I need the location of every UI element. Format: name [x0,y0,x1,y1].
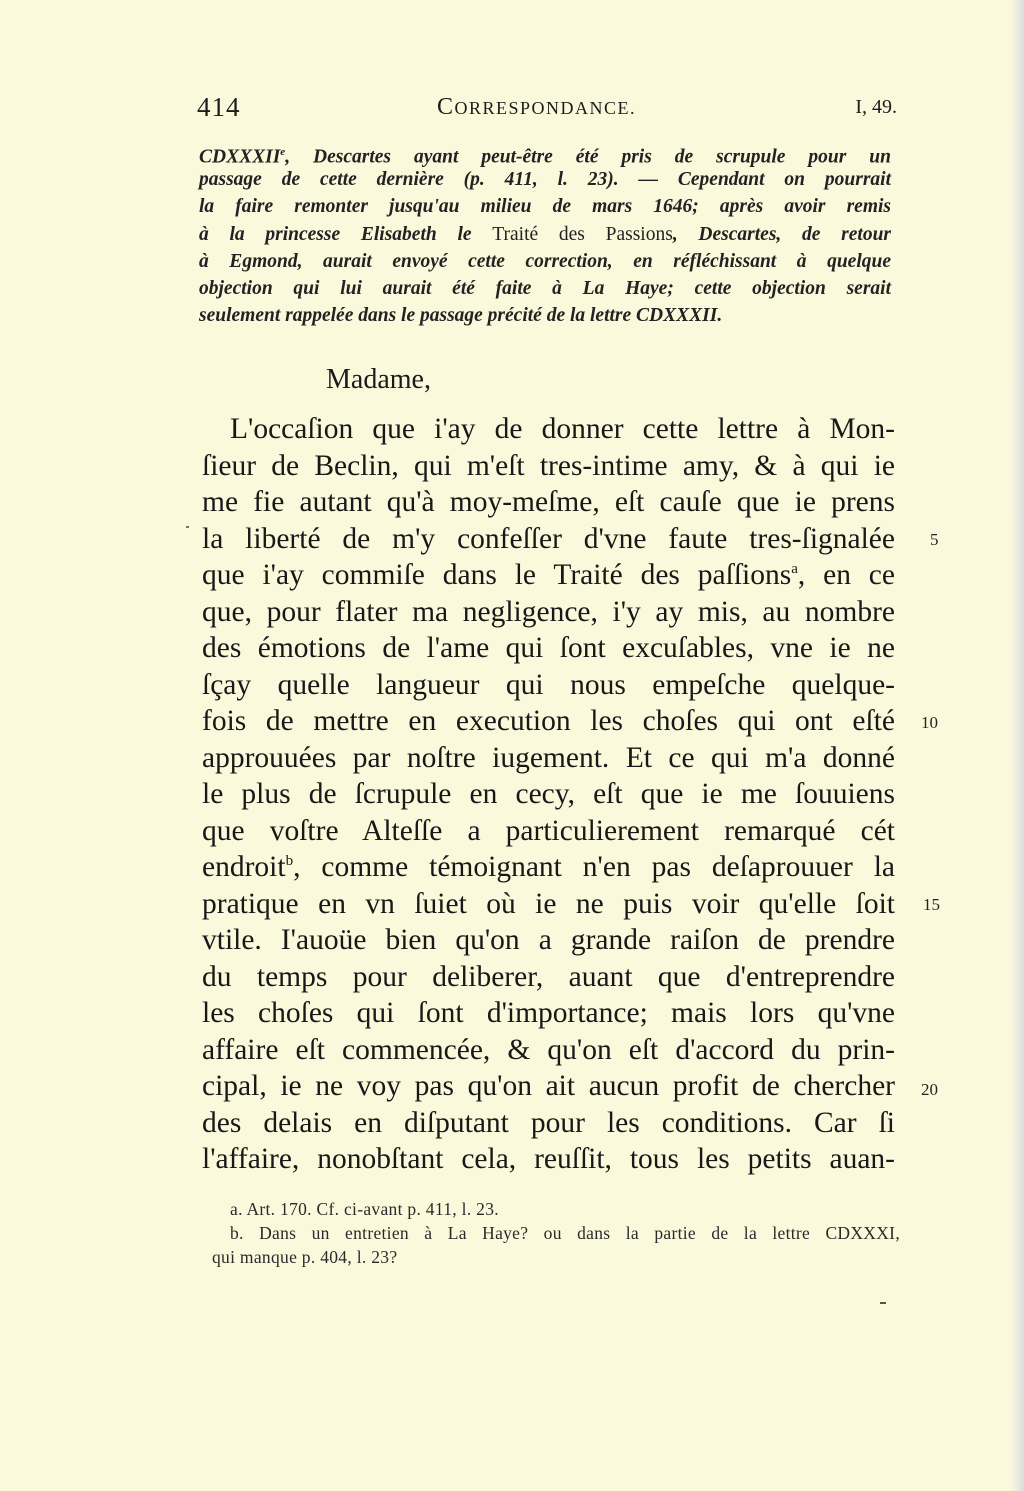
running-title [437,94,636,121]
letter-line: l'affaire, nonobſtant cela, reuſſit, tous les petits auan- [202,1143,895,1175]
letter-body [202,411,895,1178]
letter-line: que i'ay commiſe dans le Traité des paſſions$^a$, en ce [202,559,895,591]
footnote-ref-b[interactable]: b [285,853,294,870]
intro-line: à Egmond, aurait envoyé cette correction, en réfléchissant à quelque [199,250,891,272]
footnotes [212,1197,900,1269]
footnote-ref-a[interactable]: a [791,561,798,578]
letter-line: fois de mettre en execution les choſes qui ont eſté [202,705,895,737]
letter-line: ſçay quelle langueur qui nous empeſche quelque- [202,668,895,701]
print-speck [186,526,189,528]
letter-line: vtile. I'auoüe bien qu'on a grande raiſon de prendre [202,924,895,956]
letter-line: du temps pour deliberer, auant que d'entreprendre [202,960,895,993]
intro-line: à la princesse Elisabeth le Traité des Passions, Descartes, de retour [199,223,892,245]
letter-line: que voſtre Alteſſe a particulierement remarqué cét [202,814,895,847]
letter-line: pratique en vn ſuiet où ie ne puis voir qu'elle ſoit [202,887,895,920]
letter-line: endroit$^b$, comme témoignant n'en pas deſaprouuer la [202,851,895,883]
letter-line: me fie autant qu'à moy-meſme, eſt cauſe que ie prens [202,486,895,518]
editorial-introduction [199,139,891,329]
intro-line: passage de cette dernière (p. 411, l. 23). — Cependant on pourrait [199,169,891,191]
letter-line: affaire eſt commencée, & qu'on eſt d'accord du prin- [202,1033,895,1066]
line-number-marker: 5 [930,530,939,549]
intro-line: seulement rappelée dans le passage précité de la lettre CDXXXII. [199,305,723,327]
footnote-b-continuation: qui manque p. 404, l. 23? [212,1247,398,1267]
salutation: Madame, [326,364,431,395]
page-header [197,92,897,128]
running-title-initial: C [437,94,455,120]
footnote-a: a. Art. 170. Cf. ci-avant p. 411, l. 23. [230,1199,499,1219]
letter-line: L'occaſion que i'ay de donner cette lettre à Mon- [230,413,895,445]
intro-line: CDXXXIIe, Descartes ayant peut-être été pris de scrupule pour un [199,146,891,168]
letter-line: le plus de ſcrupule en cecy, eſt que ie me ſouuiens [202,778,895,810]
line-number-marker: 10 [921,713,938,732]
page-number: 414 [197,92,241,122]
letter-line: cipal, ie ne voy pas qu'on ait aucun profit de chercher [202,1070,895,1102]
page-edge-shadow [1010,0,1024,1491]
letter-line: approuuées par noſtre iugement. Et ce qui m'a donné [202,741,895,774]
letter-line: des delais en diſputant pour les conditions. Car ſi [202,1106,895,1139]
running-title-rest: ORRESPONDANCE. [454,98,637,118]
letter-line: les choſes qui ſont d'importance; mais lors qu'vne [202,997,895,1029]
letter-line: ſieur de Beclin, qui m'eſt tres-intime amy, & à qui ie [202,449,895,482]
footnote-b: b. Dans un entretien à La Haye? ou dans la partie de la lettre CDXXXI, [230,1223,900,1243]
intro-line: la faire remonter jusqu'au milieu de mars 1646; après avoir remis [199,196,891,218]
letter-reference: I, 49. [855,96,897,118]
print-speck [880,1302,886,1304]
line-number-marker: 20 [921,1080,938,1099]
line-number-marker: 15 [923,895,940,914]
letter-line: la liberté de m'y confeſſer d'vne faute tres-ſignalée [202,522,895,555]
intro-line: objection qui lui aurait été faite à La Haye; cette objection serait [199,277,891,299]
letter-line: que, pour flater ma negligence, i'y ay mis, au nombre [202,595,895,628]
letter-line: des émotions de l'ame qui ſont excuſables, vne ie ne [202,632,895,664]
